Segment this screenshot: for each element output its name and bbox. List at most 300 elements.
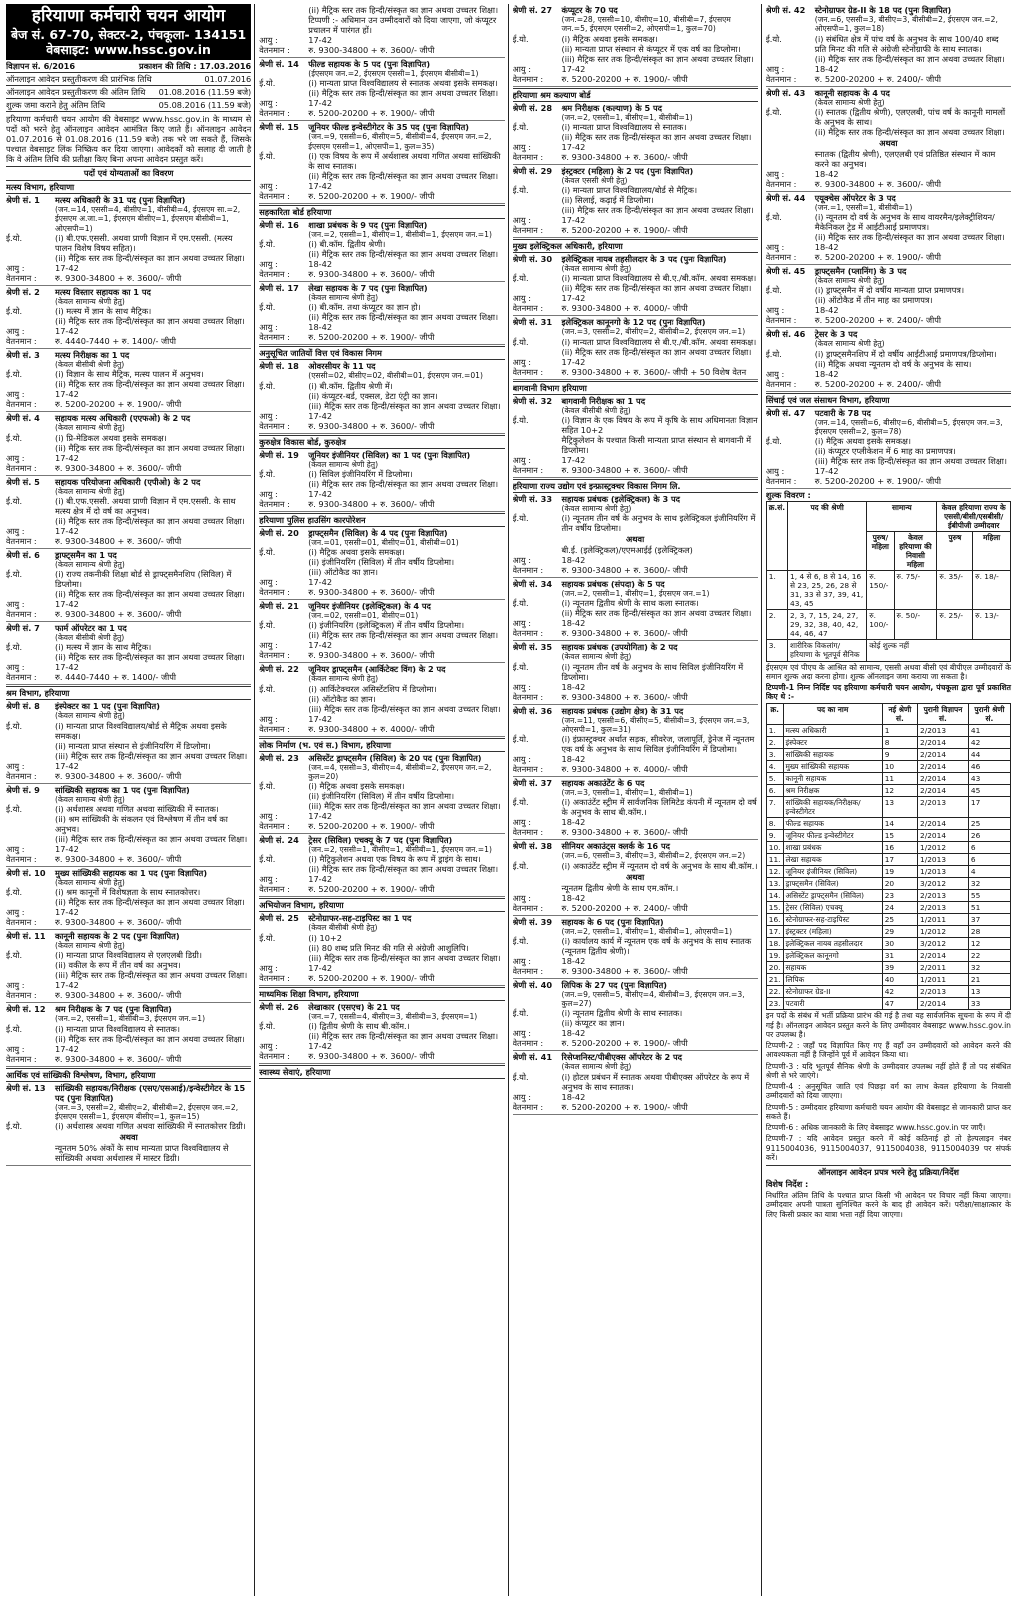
post-name: सहायक के 6 पद (पुनः विज्ञापित) <box>561 916 664 927</box>
age-value: 17-42 <box>561 215 586 225</box>
post-distribution: (केवल सामान्य श्रेणी हेतु) <box>55 711 125 721</box>
age-label: आयु : <box>765 242 785 252</box>
post-title-row <box>259 220 504 230</box>
post-distribution: (ईएसएम जन.=2, ईएसएम एससी=1, ईएसएम बीसीबी=1) <box>308 69 479 78</box>
previous-advt-cell: 12. <box>766 865 783 877</box>
previous-advt-cell: 14. <box>766 890 783 902</box>
age-label: आयु : <box>6 662 25 673</box>
fee-cell: रु. 18/- <box>973 571 1011 610</box>
pay-label: वेतनमान : <box>6 609 37 620</box>
age-row <box>6 599 251 609</box>
date-row <box>6 86 251 99</box>
qualification-item: (i) मान्यता प्राप्त विश्वविद्यालय/बोर्ड से मैट्रिक। <box>561 185 698 195</box>
qualification-row <box>766 436 1011 466</box>
age-row <box>513 956 758 966</box>
date-row <box>6 99 251 112</box>
post-category: श्रेणी सं. 40 <box>512 979 553 990</box>
age-row <box>513 455 758 465</box>
post-title-row <box>513 317 758 327</box>
qualification-item: (iii) मैट्रिक स्तर तक हिन्दी/संस्कृत का ज्ञान अथवा उच्चतर शिक्षा। <box>814 456 1007 466</box>
age-row <box>513 754 758 764</box>
previous-advt-cell: 12 <box>882 784 917 796</box>
qualification-list <box>308 854 504 874</box>
post-category: श्रेणी सं. 43 <box>765 87 806 98</box>
post-distribution: (केवल बीसीबी श्रेणी हेतु) <box>55 633 125 643</box>
age-label: आयु : <box>512 215 531 225</box>
qualification-row <box>6 569 251 599</box>
department-heading: बागवानी विभाग हरियाणा <box>513 381 758 395</box>
pay-value: रु. 9300-34800 + रु. 4000/- जीपी <box>561 764 688 774</box>
previous-advt-cell: 3. <box>766 748 783 760</box>
age-row <box>6 907 251 917</box>
post-name: जूनियर फील्ड इन्वेस्टीगेटर के 35 पद (पुनः विज्ञापित) <box>308 122 469 133</box>
post-name: लेखा सहायक के 7 पद (पुनः विज्ञापित) <box>308 283 428 293</box>
qualification-item: (ii) ऑटोकैड का ज्ञान। <box>308 693 376 704</box>
fee-row <box>766 610 1010 640</box>
post-distribution: (जन.=11, एससी=6, बीसीए=5, बीसीबी=3, ईएसएम जन.=3, ओएसपी=1, कुल=31) <box>561 715 750 734</box>
post-block <box>513 979 758 1052</box>
pay-label: वेतनमान : <box>259 190 290 201</box>
post-category: श्रेणी सं. 11 <box>6 931 46 942</box>
previous-advt-cell: 16 <box>882 841 917 853</box>
pay-row <box>6 336 251 346</box>
age-row <box>6 326 251 336</box>
post-distribution: (केवल सामान्य श्रेणी हेतु) <box>55 486 125 496</box>
previous-advt-row <box>766 890 1010 902</box>
posts-list-1 <box>6 180 251 1166</box>
post-block <box>259 449 504 512</box>
age-row <box>513 682 758 692</box>
age-value: 18-42 <box>814 368 839 379</box>
qualification-row <box>513 513 758 533</box>
department-heading: हरियाणा श्रम कल्याण बोर्ड <box>513 88 758 102</box>
post-distribution: (केवल सामान्य श्रेणी हेतु) <box>308 459 379 469</box>
pay-value: रु. 5200-20200 + रु. 1900/- जीपी <box>308 821 435 831</box>
fee-cell: रु. 100/- <box>867 610 894 640</box>
post-name: मत्स्य निरीक्षक का 1 पद <box>55 350 130 361</box>
qualification-list <box>55 1024 251 1044</box>
previous-advt-cell: 19. <box>766 950 783 962</box>
previous-advt-cell: 6 <box>968 853 1010 865</box>
post-title-row <box>766 266 1011 276</box>
qualification-row <box>513 662 758 682</box>
qualification-list <box>815 34 1011 64</box>
age-row <box>6 526 251 536</box>
pay-label: वेतनमान : <box>512 1101 544 1112</box>
age-label: आयु : <box>6 1043 25 1054</box>
previous-advt-cell: श्रम निरीक्षक <box>783 784 882 796</box>
previous-advt-cell: 21 <box>968 974 1010 986</box>
qualification-item: (i) मैट्रिक अथवा इसके समकक्ष। <box>814 436 911 446</box>
post-category: श्रेणी सं. 18 <box>259 361 299 372</box>
qualification-list <box>55 306 251 326</box>
previous-advt-header: पुरानी श्रेणी सं. <box>968 703 1010 724</box>
pay-label: वेतनमान : <box>512 225 544 235</box>
previous-advt-row <box>766 796 1010 817</box>
age-label: आयु : <box>6 907 25 918</box>
qualification-label: ई.यो. <box>765 436 782 446</box>
department-heading: सिंचाई एवं जल संसाधन विभाग, हरियाणा <box>766 393 1011 407</box>
qualification-list <box>55 950 251 980</box>
qualification-list <box>55 233 251 263</box>
post-block <box>513 916 758 979</box>
qualification-label: ई.यो. <box>259 239 276 249</box>
pay-value: रु. 5200-20200 + रु. 1900/- जीपी <box>814 476 941 486</box>
previous-advt-cell: 6 <box>968 841 1010 853</box>
post-distribution: (जन.=9, एससी=6, बीसीए=5, बीसीबी=4, ईएसएम जन.=2, ईएसएम एससी=1, ओएसपी=1, कुल=35) <box>308 132 492 151</box>
qualification-row <box>513 598 758 618</box>
previous-advt-cell: 1/2011 <box>918 974 969 986</box>
qualification-label: ई.यो. <box>512 1008 529 1019</box>
qualification-item: (i) मान्यता प्राप्त विश्वविद्यालय से स्नातक। <box>55 1023 180 1034</box>
age-label: आयु : <box>512 63 531 74</box>
post-title-row <box>259 753 504 763</box>
previous-advt-row <box>766 974 1010 986</box>
previous-advt-cell: 43 <box>968 772 1010 784</box>
previous-advt-cell: 31 <box>882 950 917 962</box>
pay-label: वेतनमान : <box>259 650 290 661</box>
qualification-row <box>6 306 251 326</box>
pay-value: रु. 9300-34800 + रु. 3600/- जीपी <box>814 178 941 189</box>
pay-label: वेतनमान : <box>6 853 37 864</box>
advt-number: विज्ञापन सं. 6/2016 <box>6 61 76 72</box>
post-category: श्रेणी सं. 42 <box>765 5 806 15</box>
post-block <box>6 1082 251 1167</box>
qualification-item: (i) मान्यता प्राप्त विश्वविद्यालय से बी.ए./बी.कॉम. अथवा समकक्ष। <box>561 273 757 284</box>
previous-advt-header-row <box>766 703 1010 724</box>
pay-label: वेतनमान : <box>765 73 797 84</box>
post-name: सहायक प्रबंधक (उद्योग क्षेत्र) के 31 पद <box>561 705 684 716</box>
qualification-list <box>308 469 504 489</box>
post-title-row <box>513 706 758 716</box>
previous-advt-cell: सांख्यिकी सहायक/निरीक्षक/इन्वेस्टीगेटर <box>783 796 882 817</box>
pay-value: रु. 9300-34800 + रु. 3600/- जीपी <box>561 464 688 475</box>
post-distribution: (केवल सामान्य श्रेणी हेतु) <box>561 652 632 662</box>
previous-advt-row <box>766 760 1010 772</box>
age-row <box>6 389 251 399</box>
fee-subheader: महिला <box>973 532 1011 571</box>
post-name: सहायक प्रबंधक (संपदा) के 5 पद <box>561 579 665 589</box>
post-block <box>513 493 758 578</box>
post-category: श्रेणी सं. 9 <box>6 784 40 795</box>
pay-label: वेतनमान : <box>259 723 290 734</box>
post-title-row <box>6 785 251 795</box>
age-value: 17-42 <box>55 599 79 610</box>
qualification-label: ई.यो. <box>6 232 23 243</box>
qualification-label: ई.यो. <box>259 380 276 391</box>
pay-value: रु. 4440-7440 + रु. 1400/- जीपी <box>55 336 177 347</box>
qualification-item: (i) मान्यता प्राप्त विश्वविद्यालय से बी.ए./बी.कॉम. अथवा समकक्ष। <box>561 336 757 347</box>
post-block <box>513 253 758 316</box>
post-block <box>766 4 1011 87</box>
qualification-row <box>259 5 504 35</box>
previous-advt-cell: 17. <box>766 926 783 938</box>
pay-value: रु. 9300-34800 + रु. 3600/- जीपी <box>308 45 435 55</box>
post-name: कानूनी सहायक के 2 पद (पुनः विज्ञापित) <box>55 931 180 942</box>
post-distribution: (जन.=14, एससी=4, बीसीए=1, बीसीबी=4, ईएसएम सा.=2, ईएसएम अ.जा.=1, ईएसएम बीसीए=1, ईएसएम बीसीबी=1, ओएसपी=1) <box>55 205 241 233</box>
previous-advt-cell: 17 <box>968 796 1010 817</box>
previous-advt-cell: 1/2012 <box>918 926 969 938</box>
age-value: 18-42 <box>561 955 586 966</box>
pay-row <box>513 827 758 837</box>
previous-advt-cell: 6. <box>766 784 783 796</box>
post-name: इंस्ट्रक्टर (महिला) के 2 पद (पुनः विज्ञापित) <box>561 165 694 176</box>
post-category: श्रेणी सं. 21 <box>259 601 299 611</box>
previous-advt-cell: 7. <box>766 796 783 817</box>
qualification-item: (i) मैट्रिक अथवा इसके समकक्ष। <box>308 547 405 557</box>
qualification-list <box>562 273 758 293</box>
age-row <box>259 35 504 45</box>
post-distribution: (केवल सामान्य श्रेणी हेतु) <box>561 503 632 513</box>
post-category: श्रेणी सं. 22 <box>259 664 299 675</box>
age-label: आयु : <box>259 577 278 587</box>
age-row <box>513 555 758 565</box>
pay-row <box>6 917 251 927</box>
age-value: 17-42 <box>55 1043 79 1054</box>
age-row <box>513 293 758 303</box>
pay-row <box>6 609 251 619</box>
qualification-item: (ii) मैट्रिक स्तर तक हिन्दी/संस्कृत का ज्ञान अथवा उच्चतर शिक्षा। <box>814 232 1005 242</box>
qualification-label: ई.यो. <box>6 432 23 443</box>
age-value: 17-42 <box>55 452 79 463</box>
pay-row <box>6 854 251 864</box>
pay-row <box>259 108 504 118</box>
age-row <box>6 662 251 672</box>
age-label: आयु : <box>6 760 25 771</box>
qualification-label: ई.यो. <box>259 1020 276 1031</box>
previous-advt-cell: 30 <box>882 938 917 950</box>
post-title-row <box>513 166 758 176</box>
qualification-item: (ii) इंजीनियरिंग (सिविल) में तीन वर्षीय डिप्लोमा। <box>308 791 455 801</box>
qualification-item: (i) कार्यालय कार्य में न्यूनतम एक वर्ष के अनुभव के साथ स्नातक (न्यूनतम द्वितीय श्रेणी)। <box>561 935 752 956</box>
pay-row <box>513 152 758 162</box>
pay-value: रु. 5200-20200 + रु. 2400/- जीपी <box>814 315 941 326</box>
age-value: 17-42 <box>55 525 79 536</box>
post-category: श्रेणी सं. 31 <box>512 317 553 328</box>
previous-advt-cell: 2/2014 <box>918 950 969 962</box>
pay-value: रु. 4440-7440 + रु. 1400/- जीपी <box>55 672 177 683</box>
qualification-row <box>259 78 504 98</box>
pay-row <box>259 650 504 660</box>
qualification-item: (iii) मैट्रिक स्तर तक हिन्दी/संस्कृत का ज्ञान अथवा उच्चतर शिक्षा। <box>55 750 248 761</box>
age-label: आयु : <box>765 466 785 476</box>
post-category: श्रेणी सं. 47 <box>765 407 806 418</box>
age-row <box>513 1028 758 1038</box>
note-item: टिप्पणी-6 : अधिक जानकारी के लिए वेबसाइट www.hssc.gov.in पर जाएँ। <box>765 1123 986 1133</box>
pay-row <box>259 191 504 201</box>
post-distribution: (जन.=2, एससी=1, बीसीए=1, बीसीबी=1) <box>561 112 693 122</box>
qualification-item: (i) न्यूनतम तीन वर्ष के अनुभव के साथ इलेक्ट्रिकल इंजीनियरिंग में तीन वर्षीय डिप्लोमा। <box>561 513 756 533</box>
age-value: 17-42 <box>308 98 333 109</box>
qualification-label: ई.यो. <box>512 513 529 523</box>
qualification-list <box>562 513 758 533</box>
age-value: 18-42 <box>561 1091 586 1102</box>
post-block <box>6 349 251 412</box>
post-title-row <box>766 408 1011 418</box>
post-category: श्रेणी सं. 37 <box>512 778 553 788</box>
age-row <box>6 761 251 771</box>
pay-row <box>259 269 504 279</box>
previous-advt-cell: पटवारी <box>783 998 882 1010</box>
qualification-item: (i) इंजीनियरिंग (इलेक्ट्रिकल) में तीन वर्षीय डिप्लोमा। <box>308 620 465 631</box>
pay-row <box>259 973 504 983</box>
age-value: 17-42 <box>561 356 586 367</box>
qualification-item: (i) मैट्रिक अथवा इसके समकक्ष। <box>308 781 405 791</box>
date-value: 01.08.2016 (11.59 बजे) <box>158 87 252 98</box>
qualification-label: ई.यो. <box>512 598 529 609</box>
qualification-label: ई.यो. <box>765 106 782 117</box>
alternate-qualification: न्यूनतम 50% अंकों के साथ मान्यता प्राप्त विश्वविद्यालय से सांख्यिकी अथवा अर्थशास्त्र में मास्टर डिग्री। <box>55 1143 229 1164</box>
pay-value: रु. 9300-34800 + रु. 3600/- जीपी <box>308 650 435 661</box>
previous-advt-row <box>766 817 1010 829</box>
qualification-item: (i) ड्राफ्ट्समैनशिप में दो वर्षीय आईटीआई प्रमाणपत्र/डिप्लोमा। <box>814 348 997 359</box>
post-distribution: (केवल सामान्य श्रेणी हेतु) <box>561 264 632 273</box>
date-value: 01.07.2016 <box>204 74 252 85</box>
qualification-item: (ii) मैट्रिक अथवा न्यूनतम दो वर्ष के अनुभव के साथ। <box>814 358 972 369</box>
previous-advt-cell: 3/2012 <box>918 938 969 950</box>
pay-row <box>6 463 251 473</box>
age-label: आयु : <box>259 713 278 724</box>
qualification-item: (i) राज्य तकनीकी शिक्षा बोर्ड से ड्राफ्ट्समैनशिप (सिविल) में डिप्लोमा। <box>55 569 232 590</box>
previous-advt-cell: लेखा सहायक <box>783 853 882 865</box>
org-website[interactable]: वेबसाइट: www.hssc.gov.in <box>46 41 211 57</box>
qualification-row <box>513 415 758 455</box>
qualification-label: ई.यो. <box>6 569 23 580</box>
age-value: 18-42 <box>308 322 333 333</box>
qualification-item: (ii) मैट्रिक स्तर तक हिन्दी/संस्कृत का ज्ञान अथवा उच्चतर शिक्षा। <box>55 515 245 526</box>
post-block <box>513 316 758 379</box>
pay-label: वेतनमान : <box>259 45 290 55</box>
post-block <box>259 282 504 345</box>
age-value: 17-42 <box>55 662 79 673</box>
post-distribution: (केवल सामान्य श्रेणी हेतु) <box>55 941 125 951</box>
qualification-row <box>259 1021 504 1041</box>
pay-value: रु. 9300-34800 + रु. 3600/- जीपी <box>55 462 182 473</box>
previous-advt-cell: 1/2013 <box>918 853 969 865</box>
previous-advt-row <box>766 772 1010 784</box>
qualification-item: (i) इंफ्रास्ट्रक्चर अर्थात सड़क, सीवरेज, जलापूर्ति, ड्रेनेज में न्यूनतम एक वर्ष के अनुभव के साथ सिविल इंजीनियरिंग में डिप्लोमा। <box>561 734 755 754</box>
post-category: श्रेणी सं. 5 <box>6 476 40 487</box>
post-name: इंस्पेक्टर का 1 पद (पुनः विज्ञापित) <box>55 701 160 712</box>
age-value: 18-42 <box>561 681 586 692</box>
post-distribution: (जन.=3, एससी=2, बीसीए=2, बीसीबी=2, ईएसएम जन.=1) <box>561 327 746 337</box>
qualification-list <box>562 1072 758 1092</box>
qualification-item: (i) न्यूनतम तीन वर्ष के अनुभव के साथ सिविल इंजीनियरिंग में डिप्लोमा। <box>561 661 744 682</box>
qualification-row <box>6 233 251 263</box>
post-block <box>259 834 504 897</box>
qualification-list <box>562 34 758 64</box>
age-label: आयु : <box>512 892 531 903</box>
previous-advt-row <box>766 736 1010 748</box>
pay-value: रु. 5200-20200 + रु. 1900/- जीपी <box>55 399 182 410</box>
pay-value: रु. 9300-34800 + रु. 3600/- जीपी <box>561 965 688 976</box>
qualification-row <box>513 34 758 64</box>
qualification-item: (ii) मैट्रिक स्तर तक हिन्दी/संस्कृत का ज्ञान अथवा उच्चतर शिक्षा। <box>561 608 752 619</box>
age-value: 17-42 <box>561 454 586 465</box>
post-category: श्रेणी सं. 30 <box>512 254 553 264</box>
qualification-label: ई.यो. <box>6 950 23 961</box>
post-block <box>6 1003 251 1066</box>
age-label: आयु : <box>259 874 278 885</box>
post-category: श्रेणी सं. 39 <box>512 916 553 927</box>
age-label: आयु : <box>259 410 278 421</box>
qualification-row <box>6 887 251 907</box>
qualification-list <box>815 107 1011 137</box>
post-title-row <box>6 413 251 423</box>
qualification-item: (ii) मैट्रिक स्तर तक हिन्दी/संस्कृत का ज्ञान अथवा उच्चतर शिक्षा। <box>308 312 499 323</box>
previous-advt-cell: ट्रेसर (सिविल) एचक्यू <box>783 902 882 914</box>
previous-advt-cell: 19 <box>882 865 917 877</box>
previous-advt-cell: 16. <box>766 914 783 926</box>
previous-advt-cell: 11 <box>882 772 917 784</box>
age-value: 17-42 <box>561 63 586 74</box>
age-value: 17-42 <box>55 326 79 337</box>
post-name: स्टेनोग्राफर-सह-टाइपिस्ट का 1 पद <box>308 913 412 924</box>
fee-note: ईएसएम एवं पीएच के आश्रित को सामान्य, एससी अथवा बीसी एवं बीपीएल उम्मीदवारों के समान शुल्क अदा करना होगा। शुल्क ऑनलाइन जमा कराया जा सकता है। <box>765 662 1011 681</box>
qualification-item: (i) न्यूनतम दो वर्ष के अनुभव के साथ वायरमैन/इलेक्ट्रीशियन/मैकेनिकल ट्रेड में आईटीआई प्रमाणपत्र। <box>814 212 995 232</box>
pay-value: रु. 9300-34800 + रु. 3600/- जीपी <box>561 628 688 639</box>
age-label: आयु : <box>259 98 278 109</box>
qualification-label: ई.यो. <box>512 273 529 284</box>
previous-advt-cell: 42 <box>882 986 917 998</box>
qualification-item: (ii) कंप्यूटर एप्लीकेशन में 6 माह का प्रमाणपत्र। <box>814 446 956 456</box>
pay-label: वेतनमान : <box>512 764 544 774</box>
post-block <box>513 1051 758 1114</box>
previous-advt-cell: जूनियर इंजीनियर (सिविल) <box>783 865 882 877</box>
previous-advt-cell: 9. <box>766 829 783 841</box>
post-name: कानूनी सहायक के 4 पद <box>814 87 890 98</box>
fee-row <box>766 640 1010 661</box>
note-item: टिप्पणी-2 : जहाँ पद विज्ञापित किए गए हैं वहाँ उन उम्मीदवारों को आवेदन करने की आवश्यकता नहीं है जिन्होंने पूर्व में आवेदन किया था। <box>765 1041 1011 1060</box>
fee-cell: 2. <box>766 610 787 640</box>
column-3 <box>513 4 762 1596</box>
pay-label: वेतनमान : <box>512 902 544 913</box>
post-name: बागवानी निरीक्षक का 1 पद <box>561 395 646 406</box>
previous-advt-cell: 10. <box>766 841 783 853</box>
age-row <box>259 98 504 108</box>
qualification-list <box>308 5 504 35</box>
previous-advt-cell: 4. <box>766 760 783 772</box>
age-row <box>766 169 1011 179</box>
qualification-row <box>766 34 1011 64</box>
post-category: श्रेणी सं. 26 <box>259 1001 299 1012</box>
pay-label: वेतनमान : <box>765 252 797 262</box>
qualification-item: (ii) 80 शब्द प्रति मिनट की गति से अंग्रेजी आशुलिपि। <box>308 942 469 953</box>
previous-advt-cell: 2/2013 <box>918 724 969 736</box>
previous-advt-cell: 28 <box>968 926 1010 938</box>
post-title-row <box>6 623 251 633</box>
qualification-label: ई.यो. <box>259 302 276 313</box>
qualification-item: (i) अर्थशास्त्र अथवा गणित अथवा सांख्यिकी में स्नातकोत्तर डिग्री। <box>55 1121 246 1132</box>
department-heading: माध्यमिक शिक्षा विभाग, हरियाणा <box>259 987 504 1001</box>
pay-value: रु. 9300-34800 + रु. 3600/- जीपी <box>561 827 688 838</box>
qualification-item: (i) मान्यता प्राप्त विश्वविद्यालय से स्नातक। <box>561 121 687 132</box>
qualification-label: ई.यो. <box>259 683 276 694</box>
qualification-item: (i) एक विषय के रूप में अर्थशास्त्र अथवा गणित अथवा सांख्यिकी के साथ स्नातक। <box>308 150 501 171</box>
previous-advt-row <box>766 829 1010 841</box>
qualification-list <box>55 804 251 844</box>
post-block <box>259 121 504 204</box>
post-category: श्रेणी सं. 3 <box>6 350 40 361</box>
post-distribution: (केवल सामान्य श्रेणी हेतु) <box>308 674 379 684</box>
age-row <box>259 489 504 499</box>
post-name: सांख्यिकी सहायक का 1 पद (पुनः विज्ञापित) <box>55 784 190 795</box>
post-title-row <box>259 59 504 69</box>
qualification-item: (i) विज्ञान के एक विषय के रूप में कृषि के साथ अधिमानतः विज्ञान सहित 10+2 <box>561 414 758 435</box>
previous-advt-cell: 1 <box>882 724 917 736</box>
qualification-label: ई.यो. <box>259 468 276 479</box>
post-distribution: (जन.=6, एससी=3, बीसीए=3, बीसीबी=2, ईएसएम जन.=2, ओएसपी=1, कुल=18) <box>814 15 998 34</box>
